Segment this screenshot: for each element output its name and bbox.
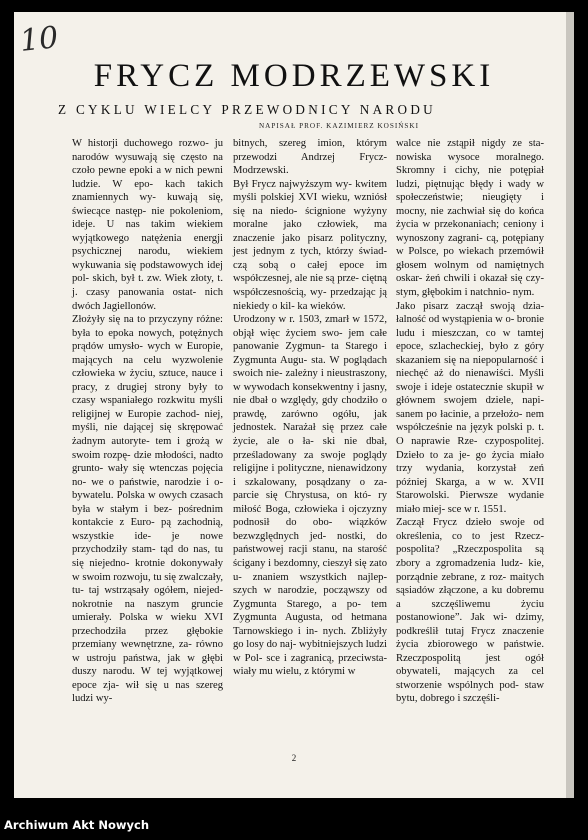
paragraph: Złożyły się na to przyczyny różne: była to epoka nowych, potężnych prądów umysło- wych w Europie, mających na celu wyzwolenie człowieka w życiu, sztuce, nauce i pracy, z drugiej strony były to czasy wspaniałego rozkwitu myśli religijnej w Europie zachod- niej, myśli, nie dającej się skrępować żadnym autoryte- tem i grożą w swoim rozpę- dzie młodości, nadto grunto- wały się wtenczas pojęcia no- we o państwie, narodzie i o- bywatelu. Polska w owych czasach była w stałym i bez- pośrednim kontakcie z Euro- pą zachodnią, wszystkie ide- je nowe przychodziły stam- tąd do nas, tu się niejedno- krotnie dokonywały w swoim rozwoju, tu się zwalczały, tu- taj wstrząsały ogółem, niejed- nokrotnie na naszym gruncie umierały. Polska w wieku XVI przechodziła przez głębokie przemiany wewnętrzne, za- równo w ustroju państwa, jak w głębi duszy narodu. W tej wyjątkowej epoce zja- wił się u nas szereg ludzi wy- [72, 314, 223, 705]
paragraph: W historji duchowego rozwo- ju narodów wysuwają się często na czoło pewne epoki a w nich pewni ludzie. W epo- kach takich znamiennych wy- kuwają się, świecące następ- nie pokoleniom, ideje. U nas takim wiekiem wyjątkowego natężenia energji psychicznej narodu, wiekiem wykuwania się podstawowych idej pol- skich, był t. zw. Wiek złoty, t. j. czasy panowania ostat- nich dwóch Jagiellonów. [72, 138, 223, 312]
archive-credit: Archiwum Akt Nowych [4, 818, 150, 832]
paragraph: walce nie zstąpił nigdy ze sta- nowiska wysoce moralnego. Skromny i cichy, nie potępiał ludzi, piętnując błędy i wady w społeczeństwie; nieugięty i mocny, nie zachwiał się do końca życia w przekonaniach; ceniony i wynoszony zagrani- cą, potępiany w Polsce, po wiekach przemówił głosem wolnym od namiętnych oskar- żeń chwili i okazał się czy- stym, głębokim i natchnio- nym. [396, 138, 544, 299]
page-number: 2 [291, 753, 297, 763]
handwritten-number: 10 [18, 20, 60, 59]
article-subtitle: Z CYKLU WIELCY PRZEWODNICY NARODU [58, 102, 436, 117]
text-column-1 [72, 137, 223, 706]
text-column-2 [233, 137, 387, 679]
text-column-3 [396, 137, 544, 706]
paragraph: Był Frycz najwyższym wy- kwitem myśli polskiej XVI wieku, wzniósł się na niedo- ścignione wyżyny moralne jako człowiek, ma znaczenie jako pisarz polityczny, jest jednym z tych, którzy świad- czą sobą o całej epoce im współczesnej, ale nie są prze- ciętną współczesnością, wy- przedzając ją niekiedy o kil- ka wieków. [233, 178, 387, 312]
article-title: FRYCZ MODRZEWSKI [93, 58, 495, 94]
paragraph: bitnych, szereg imion, którym przewodzi Andrzej Frycz- Modrzewski. [233, 138, 387, 177]
paragraph: Zaczął Frycz dzieło swoje od określenia, co to jest Rzecz- pospolita? „Rzeczpospolita są zbory a zgromadzenia ludz- kie, porządnie zebrane, z roz- maitych sąsiadów złączone, a ku dobremu a szczęśliwemu życiu postanowione”. Jak wi- dzimy, podkreślił tutaj Frycz znaczenie życia zbiorowego w państwie. Rzeczpospolitą jest ogół obywateli, mających za cel stworzenie wspólnych pod- staw bytu, dobrego i szczęśli- [396, 517, 544, 705]
paragraph: Urodzony w r. 1503, zmarł w 1572, objął więc życiem swo- jem całe panowanie Zygmun- ta Starego i Zygmunta Augu- sta. W poglądach swoich nie- zależny i nieustraszony, w wywodach konsekwentny i jasny, nie dbał o względy, gdy chodziło o prawdę, zarówno ogółu, jak jednostek. Narażał się przez całe życie, ale o ła- ski nie dbał, prześladowany za swoje poglądy religijne i polityczne, nienawidzony i szkalowany, posądzany o za- parcie się Chrystusa, on któ- ry miłość Boga, człowieka i ojczyzny podnosił do obo- wiązków bezwzględnych jed- nostki, do państwowej racji stanu, na starość ścigany i bezdomny, cieszył się zato u- znaniem wszystkich najlep- szych w narodzie, począwszy od Zygmunta Starego, a po- tem Zygmunta Augusta, od hetmana Tarnowskiego i in- nych. Zbliżyły go losy do naj- wybitniejszych ludzi w Pol- sce i zagranicą, przeciwsta- wiały mu wielu, z którymi w [233, 314, 387, 678]
paragraph: Jako pisarz zaczął swoją dzia- łalność od wystąpienia w o- bronie ludu i mieszczan, co w tamtej epoce, szlacheckiej, było z góry skazaniem się na niepopularność i niechęć aż do nienawiści. Myśli swoje i ideje ostatecznie skupił w głównem swojem dziele, napi- sanem po łacinie, a przełożo- nem współcześnie na język polski p. t. O naprawie Rze- czypospolitej. Dzieło to za je- go życia miało trzy wydania, korzystał zeń później Skarga, a w w. XVII Starowolski. Pierwsze wydanie miało miej- sce w r. 1551. [396, 300, 544, 515]
article-author: NAPISAŁ PROF. KAZIMIERZ KOSIŃSKI [258, 122, 419, 130]
